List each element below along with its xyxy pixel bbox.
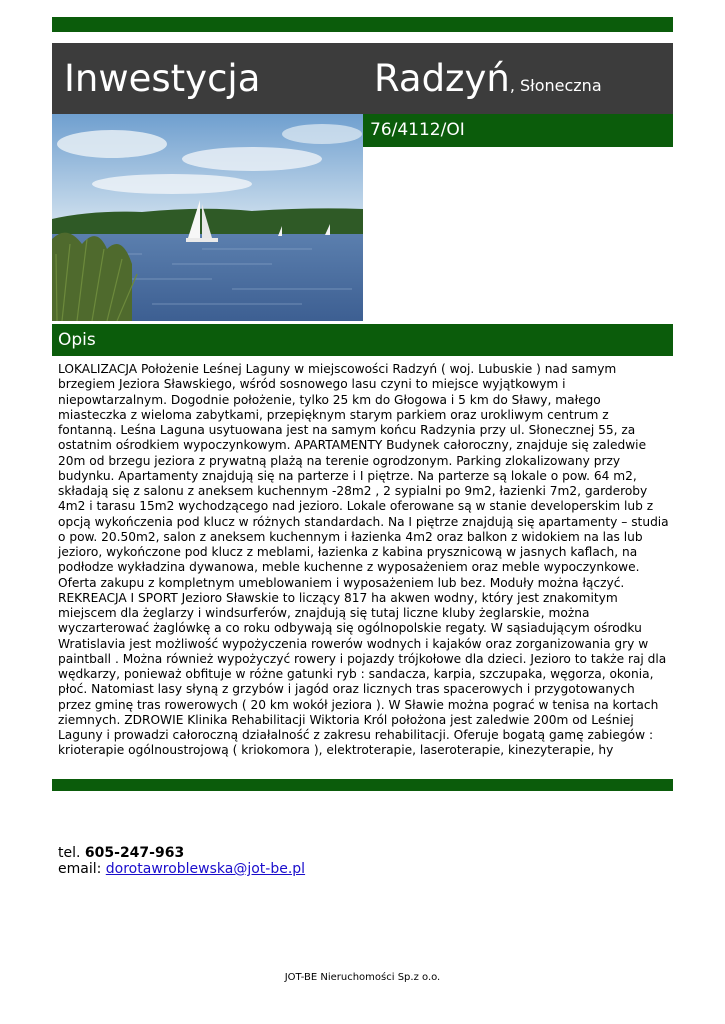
email-label: email: <box>58 861 102 877</box>
description-heading-bar <box>52 324 673 356</box>
phone-line <box>58 845 305 861</box>
top-green-bar <box>52 17 673 32</box>
description-heading: Opis <box>58 330 96 350</box>
offer-reference: 76/4112/OI <box>370 120 465 140</box>
description-text: LOKALIZACJA Położenie Leśnej Laguny w miejscowości Radzyń ( woj. Lubuskie ) nad samym brzegiem Jeziora Sławskiego, wśród sosnowego lasu czyni to miejsce wyjątkowym i niepowtarzalnym. Dogodnie położenie, tylko 25 km do Głogowa i 5 km do Sławy, małego miasteczka z wieloma zabytkami, przepięknym starym parkiem oraz urokliwym centrum z fontanną. Leśna Laguna usytuowana jest na samym końcu Radzynia przy ul. Słonecznej 55, za ostatnim ośrodkiem wypoczynkowym. APARTAMENTY Budynek całoroczny, znajduje się zaledwie 20m od brzegu jeziora z prywatną plażą na terenie ogrodzonym. Parking zlokalizowany przy budynku. Apartamenty znajdują się na parterze i I piętrze. Na parterze są lokale o pow. 64 m2, składają się z salonu z aneksem kuchennym -28m2 , 2 sypialni po 9m2, łazienki 7m2, garderoby 4m2 i tarasu 15m2 wychodzącego nad jezioro. Lokale oferowane są w stanie developerskim lub z opcją wykończenia pod klucz w różnych standardach. Na I piętrze znajdują się apartamenty – studia o pow. 20.50m2, salon z aneksem kuchennym i łazienka 4m2 oraz balkon z widokiem na las lub jezioro, wykończone pod klucz z meblami, łazienka z kabina prysznicową w jasnych kaflach, na podłodze wykładzina dywanowa, meble kuchenne z wyposażeniem oraz meble wypoczynkowe. Oferta zakupu z kompletnym umeblowaniem i wyposażeniem lub bez. Moduły można łączyć. REKREACJA I SPORT Jezioro Sławskie to liczący 817 ha akwen wodny, który jest znakomitym miejscem dla żeglarzy i windsurferów, znajdują się tutaj liczne kluby żeglarskie, można wyczarterować żaglówkę a co roku odbywają się ogólnopolskie regaty. W sąsiadującym ośrodku Wratislavia jest możliwość wypożyczenia rowerów wodnych i kajaków oraz zorganizowania gry w paintball . Można również wypożyczyć rowery i pojazdy trójkołowe dla dzieci. Jezioro to także raj dla wędkarzy, ponieważ obfituje w różne gatunki ryb : sandacza, karpia, szczupaka, węgorza, okonia, płoć. Natomiast lasy słyną z grzybów i jagód oraz licznych tras spacerowych i przygotowanych przez gminę tras rowerowych ( 20 km wokół jeziora ). W Sławie można pograć w tenisa na kortach ziemnych. ZDROWIE Klinika Rehabilitacji Wiktoria Król położona jest zaledwie 200m od Leśniej Laguny i prowadzi całoroczną działalność z zakresu rehabilitacji. Oferuje bogatą gamę zabiegów : krioterapie ogólnoustrojową ( kriokomora ), elektroterapie, laseroterapie, kinezyterapie, hy <box>58 362 669 758</box>
page-header <box>52 43 673 114</box>
header-title-left: Inwestycja <box>64 57 261 100</box>
contact-block <box>58 845 305 877</box>
reference-bar <box>363 114 673 147</box>
property-photo <box>52 114 363 321</box>
footer-company: JOT-BE Nieruchomości Sp.z o.o. <box>284 972 441 983</box>
email-line <box>58 861 305 877</box>
header-title-right <box>374 57 602 108</box>
header-city: Radzyń <box>374 57 510 100</box>
header-street: , Słoneczna <box>509 76 602 95</box>
email-link[interactable]: dorotawroblewska@jot-be.pl <box>105 861 306 877</box>
phone-number: 605-247-963 <box>84 845 185 861</box>
phone-label: tel. <box>58 845 81 861</box>
bottom-green-bar <box>52 779 673 791</box>
